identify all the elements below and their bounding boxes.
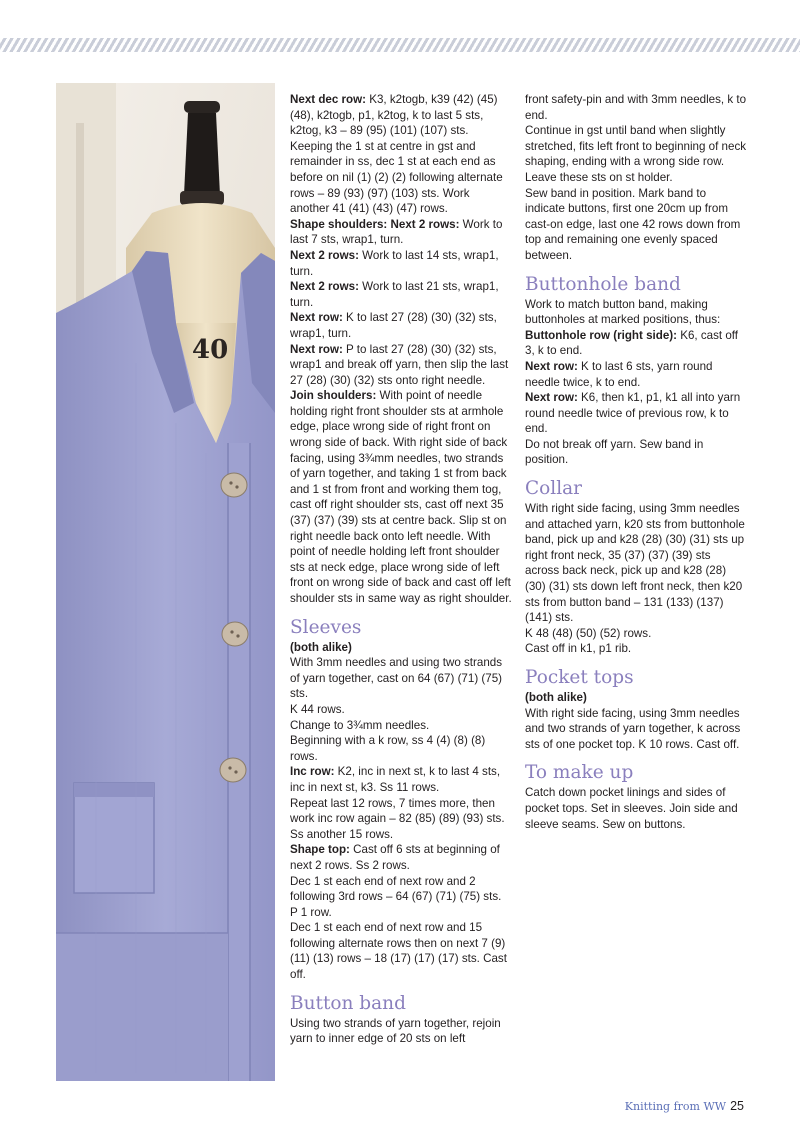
cardigan-photo bbox=[56, 83, 275, 1081]
paragraph: Inc row: K2, inc in next st, k to last 4 sts, inc in next st, k3. Ss 11 rows. bbox=[290, 765, 501, 794]
paragraph: Sew band in position. Mark band to indicate buttons, first one 20cm up from cast-on edge, last one 42 rows down from top and remaining one evenly spaced between. bbox=[525, 186, 741, 262]
section-subheading: (both alike) bbox=[525, 691, 587, 704]
paragraph: Next row: K to last 27 (28) (30) (32) sts, wrap1, turn. bbox=[290, 311, 497, 340]
paragraph: Join shoulders: With point of needle holding right front shoulder sts at armhole edge, place wrong side of right front on wrong side of back. With right side of back facing, using 3¾mm needles, two strands of yarn together, and taking 1 st from back and 1 st from front and working them tog, cast off right shoulder sts, cast off next 35 (37) (37) (39) sts at centre back. Slip st on right needle back onto left needle. With point of needle holding left front shoulder sts at neck edge, place wrong side of left front on wrong side of back and cast off left shoulder sts in same way as right shoulder. bbox=[290, 389, 512, 605]
publication-name: Knitting from WW bbox=[624, 1100, 727, 1113]
paragraph: K 48 (48) (50) (52) rows. bbox=[525, 626, 652, 640]
paragraph: With 3mm needles and using two strands of yarn together, cast on 64 (67) (71) (75) sts. bbox=[290, 656, 503, 701]
button-1 bbox=[221, 473, 247, 497]
instructions-column-1 bbox=[290, 92, 512, 1047]
paragraph: Catch down pocket linings and sides of pocket tops. Set in sleeves. Join side and sleeve seams. Sew on buttons. bbox=[525, 786, 738, 831]
section-heading-sleeves: Sleeves bbox=[290, 616, 362, 638]
paragraph: Beginning with a k row, ss 4 (4) (8) (8) rows. bbox=[290, 734, 486, 763]
paragraph: With right side facing, using 3mm needles and two strands of yarn together, k across sts of one pocket top. K 10 rows. Cast off. bbox=[525, 706, 741, 751]
section-subheading: (both alike) bbox=[290, 640, 352, 654]
paragraph: Shape top: Cast off 6 sts at beginning of next 2 rows. Ss 2 rows. bbox=[290, 843, 500, 872]
paragraph: Do not break off yarn. Sew band in position. bbox=[525, 437, 704, 467]
paragraph: Change to 3¾mm needles. bbox=[290, 718, 430, 732]
paragraph: Next row: P to last 27 (28) (30) (32) sts, wrap1 and break off yarn, then slip the last 27 (28) (30) (32) sts onto right needle. bbox=[290, 342, 509, 387]
paragraph: Next row: K6, then k1, p1, k1 all into yarn round needle twice of previous row, k to end. bbox=[525, 391, 741, 436]
section-heading-collar: Collar bbox=[525, 478, 582, 500]
instructions-column-2 bbox=[525, 92, 747, 832]
paragraph: Using two strands of yarn together, rejoin yarn to inner edge of 20 sts on left bbox=[290, 1016, 501, 1046]
decorative-top-band bbox=[0, 38, 800, 52]
paragraph: With right side facing, using 3mm needles and attached yarn, k20 sts from buttonhole band, pick up and k28 (28) (30) (31) sts up right front neck, 35 (37) (37) (39) sts across back neck, pick up and k28 (28) (30) (31) sts down left front neck, then k20 sts from button band – 131 (133) (137) (141) sts. bbox=[525, 502, 745, 625]
button-3 bbox=[220, 758, 246, 782]
paragraph: P 1 row. bbox=[290, 905, 332, 919]
paragraph: Dec 1 st each end of next row and 2 following 3rd rows – 64 (67) (71) (75) sts. bbox=[290, 874, 502, 904]
section-heading-to-make-up: To make up bbox=[525, 762, 634, 784]
paragraph: Next 2 rows: Work to last 21 sts, wrap1, turn. bbox=[290, 280, 499, 309]
section-heading-buttonhole-band: Buttonhole band bbox=[525, 273, 681, 295]
section-heading-button-band: Button band bbox=[290, 992, 406, 1014]
paragraph: Next row: K to last 6 sts, yarn round needle twice, k to end. bbox=[525, 359, 713, 389]
form-number: 40 bbox=[192, 335, 229, 365]
paragraph: Work to match button band, making buttonholes at marked positions, thus: bbox=[525, 297, 721, 327]
section-heading-pocket-tops: Pocket tops bbox=[525, 667, 634, 688]
paragraph: Repeat last 12 rows, 7 times more, then work inc row again – 82 (85) (89) (93) sts. Ss another 15 rows. bbox=[290, 796, 505, 841]
paragraph: Continue in gst until band when slightly stretched, fits left front to beginning of neck shaping, ending with a wrong side row. Leave these sts on st holder. bbox=[525, 124, 747, 184]
page-footer bbox=[625, 1099, 744, 1113]
paragraph: Dec 1 st each end of next row and 15 following alternate rows then on next 7 (9) (11) (13) rows – 18 (17) (17) (17) sts. Cast off. bbox=[290, 921, 507, 982]
paragraph: Next 2 rows: Work to last 14 sts, wrap1, turn. bbox=[290, 248, 499, 278]
paragraph: front safety-pin and with 3mm needles, k to end. bbox=[525, 93, 747, 122]
paragraph: Shape shoulders: Next 2 rows: Work to last 7 sts, wrap1, turn. bbox=[290, 217, 503, 247]
page-number: 25 bbox=[730, 1099, 744, 1113]
paragraph: K 44 rows. bbox=[290, 702, 345, 716]
paragraph: Next dec row: K3, k2togb, k39 (42) (45) (48), k2togb, p1, k2tog, k to last 5 sts, k2tog, k3 – 89 (95) (101) (107) sts. Keeping the 1 st at centre in gst and remainder in ss, dec 1 st at each end as before on nil (1) (2) (2) following alternate rows – 89 (93) (97) (103) sts. Work another 41 (41) (43) (47) rows. bbox=[290, 93, 503, 216]
button-2 bbox=[222, 622, 248, 646]
paragraph: Buttonhole row (right side): K6, cast off 3, k to end. bbox=[525, 328, 739, 358]
paragraph: Cast off in k1, p1 rib. bbox=[525, 642, 632, 656]
